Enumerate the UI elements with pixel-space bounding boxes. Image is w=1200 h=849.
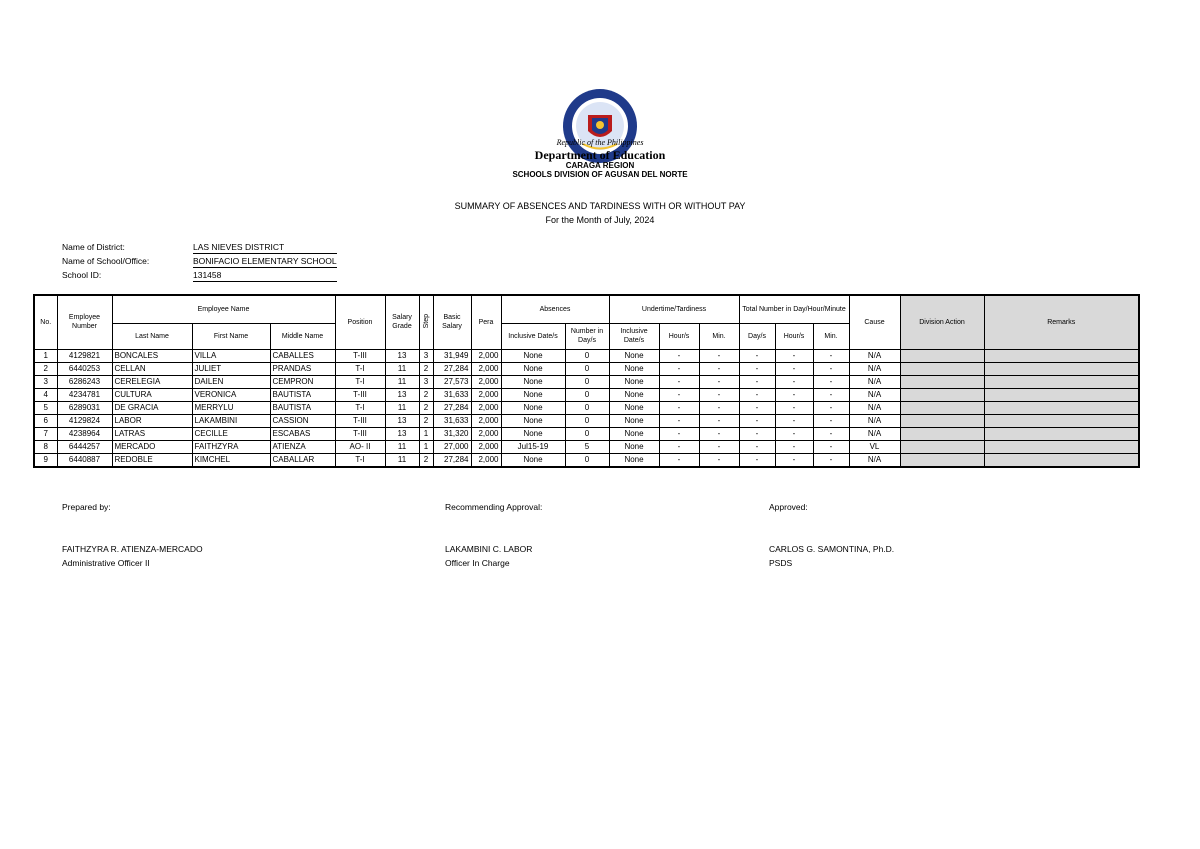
cell-remarks xyxy=(984,388,1139,401)
cell-middle: CASSION xyxy=(270,414,335,427)
cell-ut_h: - xyxy=(659,362,699,375)
recommending-label: Recommending Approval: xyxy=(445,502,543,512)
cell-remarks xyxy=(984,401,1139,414)
cell-ut_m: - xyxy=(699,427,739,440)
cell-step: 2 xyxy=(419,362,433,375)
report-title: SUMMARY OF ABSENCES AND TARDINESS WITH OR WITHOUT PAY xyxy=(454,201,746,211)
cell-incl: Jul15-19 xyxy=(501,440,565,453)
cell-division-action xyxy=(900,375,984,388)
cell-ut_m: - xyxy=(699,440,739,453)
cell-middle: CABALLAR xyxy=(270,453,335,467)
cell-ut_incl: None xyxy=(609,362,659,375)
col-ut-min: Min. xyxy=(699,323,739,349)
col-basic-salary: Basic Salary xyxy=(433,295,471,349)
cell-incl: None xyxy=(501,453,565,467)
cell-step: 1 xyxy=(419,427,433,440)
department-name: Department of Education xyxy=(534,148,666,162)
cell-pera: 2,000 xyxy=(471,349,501,362)
cell-num: 5 xyxy=(565,440,609,453)
cell-incl: None xyxy=(501,349,565,362)
division-name: SCHOOLS DIVISION OF AGUSAN DEL NORTE xyxy=(512,170,688,179)
cell-last: REDOBLE xyxy=(112,453,192,467)
cell-num: 0 xyxy=(565,414,609,427)
cell-no: 8 xyxy=(34,440,57,453)
table-row xyxy=(34,362,1139,375)
cell-t_d: - xyxy=(739,453,775,467)
approved-label: Approved: xyxy=(769,502,808,512)
cell-middle: CEMPRON xyxy=(270,375,335,388)
col-last-name: Last Name xyxy=(112,323,192,349)
cell-ut_h: - xyxy=(659,453,699,467)
cell-division-action xyxy=(900,362,984,375)
cell-division-action xyxy=(900,401,984,414)
cell-t_h: - xyxy=(775,427,813,440)
cell-middle: ESCABAS xyxy=(270,427,335,440)
cell-ut_incl: None xyxy=(609,414,659,427)
cell-salary: 31,949 xyxy=(433,349,471,362)
cell-pera: 2,000 xyxy=(471,362,501,375)
cell-cause: N/A xyxy=(849,388,900,401)
cell-cause: N/A xyxy=(849,375,900,388)
cell-sg: 13 xyxy=(385,349,419,362)
district-label: Name of District: xyxy=(62,242,125,252)
cell-salary: 27,284 xyxy=(433,401,471,414)
cell-step: 2 xyxy=(419,453,433,467)
cell-t_d: - xyxy=(739,401,775,414)
cell-num: 0 xyxy=(565,349,609,362)
cell-t_m: - xyxy=(813,401,849,414)
cell-emp: 4238964 xyxy=(57,427,112,440)
table-row xyxy=(34,453,1139,467)
school-id-value: 131458 xyxy=(193,270,337,282)
cell-ut_h: - xyxy=(659,440,699,453)
cell-ut_m: - xyxy=(699,401,739,414)
cell-t_h: - xyxy=(775,414,813,427)
table-row xyxy=(34,388,1139,401)
cell-t_h: - xyxy=(775,401,813,414)
cell-sg: 11 xyxy=(385,453,419,467)
cell-no: 2 xyxy=(34,362,57,375)
table-row xyxy=(34,401,1139,414)
cell-last: LABOR xyxy=(112,414,192,427)
cell-salary: 27,284 xyxy=(433,362,471,375)
absences-table xyxy=(33,294,1140,468)
col-ut-inclusive-dates: Inclusive Date/s xyxy=(609,323,659,349)
cell-no: 3 xyxy=(34,375,57,388)
cell-cause: N/A xyxy=(849,362,900,375)
cell-num: 0 xyxy=(565,401,609,414)
cell-num: 0 xyxy=(565,375,609,388)
col-division-action: Division Action xyxy=(900,295,984,349)
cell-ut_h: - xyxy=(659,414,699,427)
table-row xyxy=(34,349,1139,362)
col-step: Step xyxy=(422,313,430,328)
cell-t_h: - xyxy=(775,362,813,375)
cell-middle: ATIENZA xyxy=(270,440,335,453)
col-cause: Cause xyxy=(849,295,900,349)
cell-pos: T-I xyxy=(335,362,385,375)
cell-t_d: - xyxy=(739,375,775,388)
col-position: Position xyxy=(335,295,385,349)
cell-salary: 31,633 xyxy=(433,414,471,427)
table-row xyxy=(34,427,1139,440)
col-pera: Pera xyxy=(471,295,501,349)
cell-first: VERONICA xyxy=(192,388,270,401)
cell-last: CERELEGIA xyxy=(112,375,192,388)
cell-salary: 27,573 xyxy=(433,375,471,388)
cell-t_h: - xyxy=(775,349,813,362)
cell-t_m: - xyxy=(813,453,849,467)
cell-last: MERCADO xyxy=(112,440,192,453)
cell-no: 4 xyxy=(34,388,57,401)
cell-remarks xyxy=(984,375,1139,388)
recommending-name: LAKAMBINI C. LABOR xyxy=(445,544,533,554)
cell-emp: 6440253 xyxy=(57,362,112,375)
cell-t_d: - xyxy=(739,414,775,427)
cell-pera: 2,000 xyxy=(471,388,501,401)
cell-pos: T-III xyxy=(335,414,385,427)
prepared-name: FAITHZYRA R. ATIENZA-MERCADO xyxy=(62,544,203,554)
approved-title: PSDS xyxy=(769,558,793,568)
col-remarks: Remarks xyxy=(984,295,1139,349)
col-number-days: Number in Day/s xyxy=(565,323,609,349)
cell-step: 3 xyxy=(419,375,433,388)
cell-first: DAILEN xyxy=(192,375,270,388)
cell-sg: 11 xyxy=(385,375,419,388)
cell-ut_m: - xyxy=(699,414,739,427)
col-total-hours: Hour/s xyxy=(775,323,813,349)
cell-incl: None xyxy=(501,362,565,375)
cell-sg: 11 xyxy=(385,440,419,453)
cell-emp: 4234781 xyxy=(57,388,112,401)
cell-emp: 6440887 xyxy=(57,453,112,467)
cell-incl: None xyxy=(501,388,565,401)
table-row xyxy=(34,440,1139,453)
cell-ut_m: - xyxy=(699,375,739,388)
cell-last: CELLAN xyxy=(112,362,192,375)
cell-ut_incl: None xyxy=(609,401,659,414)
cell-first: CECILLE xyxy=(192,427,270,440)
cell-pos: T-III xyxy=(335,349,385,362)
cell-remarks xyxy=(984,362,1139,375)
cell-pos: T-I xyxy=(335,401,385,414)
cell-salary: 27,284 xyxy=(433,453,471,467)
cell-no: 5 xyxy=(34,401,57,414)
cell-t_m: - xyxy=(813,349,849,362)
cell-ut_incl: None xyxy=(609,427,659,440)
cell-first: JULIET xyxy=(192,362,270,375)
cell-division-action xyxy=(900,414,984,427)
cell-ut_h: - xyxy=(659,427,699,440)
cell-pos: T-I xyxy=(335,453,385,467)
cell-pera: 2,000 xyxy=(471,453,501,467)
table-row xyxy=(34,375,1139,388)
cell-t_h: - xyxy=(775,375,813,388)
cell-pos: T-III xyxy=(335,427,385,440)
cell-t_d: - xyxy=(739,388,775,401)
cell-t_m: - xyxy=(813,375,849,388)
cell-middle: PRANDAS xyxy=(270,362,335,375)
cell-ut_h: - xyxy=(659,349,699,362)
cell-division-action xyxy=(900,388,984,401)
cell-emp: 4129824 xyxy=(57,414,112,427)
col-first-name: First Name xyxy=(192,323,270,349)
cell-no: 9 xyxy=(34,453,57,467)
cell-remarks xyxy=(984,349,1139,362)
cell-salary: 27,000 xyxy=(433,440,471,453)
cell-no: 6 xyxy=(34,414,57,427)
cell-t_m: - xyxy=(813,440,849,453)
approved-name: CARLOS G. SAMONTINA, Ph.D. xyxy=(769,544,895,554)
col-middle-name: Middle Name xyxy=(270,323,335,349)
cell-sg: 13 xyxy=(385,388,419,401)
cell-cause: N/A xyxy=(849,349,900,362)
cell-sg: 11 xyxy=(385,401,419,414)
cell-incl: None xyxy=(501,414,565,427)
school-value: BONIFACIO ELEMENTARY SCHOOL xyxy=(193,256,337,266)
report-period: For the Month of July, 2024 xyxy=(545,215,655,225)
cell-cause: VL xyxy=(849,440,900,453)
cell-last: DE GRACIA xyxy=(112,401,192,414)
republic-text: Republic of the Philippines xyxy=(556,138,644,147)
cell-t_h: - xyxy=(775,388,813,401)
cell-emp: 4129821 xyxy=(57,349,112,362)
cell-salary: 31,320 xyxy=(433,427,471,440)
prepared-label: Prepared by: xyxy=(62,502,111,512)
cell-incl: None xyxy=(501,375,565,388)
col-employee-number: Employee Number xyxy=(57,295,112,349)
cell-remarks xyxy=(984,440,1139,453)
col-total: Total Number in Day/Hour/Minute xyxy=(739,295,849,323)
col-ut-hours: Hour/s xyxy=(659,323,699,349)
cell-cause: N/A xyxy=(849,427,900,440)
cell-first: VILLA xyxy=(192,349,270,362)
cell-pera: 2,000 xyxy=(471,414,501,427)
cell-num: 0 xyxy=(565,388,609,401)
cell-pera: 2,000 xyxy=(471,440,501,453)
cell-ut_h: - xyxy=(659,388,699,401)
school-id-label: School ID: xyxy=(62,270,102,280)
cell-pera: 2,000 xyxy=(471,427,501,440)
col-salary-grade: Salary Grade xyxy=(385,295,419,349)
cell-middle: BAUTISTA xyxy=(270,401,335,414)
cell-ut_incl: None xyxy=(609,440,659,453)
col-no: No. xyxy=(34,295,57,349)
cell-t_d: - xyxy=(739,362,775,375)
cell-pos: T-I xyxy=(335,375,385,388)
cell-cause: N/A xyxy=(849,414,900,427)
cell-ut_incl: None xyxy=(609,453,659,467)
cell-t_h: - xyxy=(775,453,813,467)
cell-first: FAITHZYRA xyxy=(192,440,270,453)
col-undertime: Undertime/Tardiness xyxy=(609,295,739,323)
cell-division-action xyxy=(900,349,984,362)
cell-pos: T-III xyxy=(335,388,385,401)
cell-incl: None xyxy=(501,427,565,440)
cell-ut_incl: None xyxy=(609,375,659,388)
cell-remarks xyxy=(984,453,1139,467)
cell-t_d: - xyxy=(739,440,775,453)
cell-pera: 2,000 xyxy=(471,401,501,414)
cell-t_m: - xyxy=(813,362,849,375)
cell-division-action xyxy=(900,440,984,453)
cell-step: 2 xyxy=(419,388,433,401)
cell-t_h: - xyxy=(775,440,813,453)
col-total-days: Day/s xyxy=(739,323,775,349)
cell-no: 1 xyxy=(34,349,57,362)
cell-sg: 11 xyxy=(385,362,419,375)
cell-emp: 6444257 xyxy=(57,440,112,453)
col-total-min: Min. xyxy=(813,323,849,349)
cell-remarks xyxy=(984,427,1139,440)
prepared-title: Administrative Officer II xyxy=(62,558,150,568)
region-name: CARAGA REGION xyxy=(565,161,635,170)
cell-emp: 6289031 xyxy=(57,401,112,414)
cell-num: 0 xyxy=(565,427,609,440)
district-value: LAS NIEVES DISTRICT xyxy=(193,242,337,254)
cell-first: LAKAMBINI xyxy=(192,414,270,427)
cell-cause: N/A xyxy=(849,401,900,414)
cell-t_m: - xyxy=(813,414,849,427)
cell-ut_m: - xyxy=(699,453,739,467)
cell-first: KIMCHEL xyxy=(192,453,270,467)
cell-cause: N/A xyxy=(849,453,900,467)
cell-t_d: - xyxy=(739,349,775,362)
cell-t_m: - xyxy=(813,427,849,440)
school-label: Name of School/Office: xyxy=(62,256,150,266)
cell-sg: 13 xyxy=(385,427,419,440)
cell-num: 0 xyxy=(565,453,609,467)
cell-pera: 2,000 xyxy=(471,375,501,388)
cell-middle: BAUTISTA xyxy=(270,388,335,401)
cell-ut_m: - xyxy=(699,349,739,362)
col-employee-name: Employee Name xyxy=(112,295,335,323)
cell-t_m: - xyxy=(813,388,849,401)
cell-ut_m: - xyxy=(699,388,739,401)
cell-step: 2 xyxy=(419,414,433,427)
cell-division-action xyxy=(900,453,984,467)
cell-first: MERRYLU xyxy=(192,401,270,414)
cell-middle: CABALLES xyxy=(270,349,335,362)
cell-ut_incl: None xyxy=(609,349,659,362)
cell-division-action xyxy=(900,427,984,440)
cell-ut_h: - xyxy=(659,375,699,388)
recommending-title: Officer In Charge xyxy=(445,558,510,568)
cell-step: 2 xyxy=(419,401,433,414)
cell-ut_incl: None xyxy=(609,388,659,401)
cell-salary: 31,633 xyxy=(433,388,471,401)
col-inclusive-dates: Inclusive Date/s xyxy=(501,323,565,349)
cell-pos: AO- II xyxy=(335,440,385,453)
cell-sg: 13 xyxy=(385,414,419,427)
cell-step: 3 xyxy=(419,349,433,362)
cell-emp: 6286243 xyxy=(57,375,112,388)
cell-no: 7 xyxy=(34,427,57,440)
cell-last: CULTURA xyxy=(112,388,192,401)
cell-ut_h: - xyxy=(659,401,699,414)
cell-num: 0 xyxy=(565,362,609,375)
cell-step: 1 xyxy=(419,440,433,453)
cell-ut_m: - xyxy=(699,362,739,375)
cell-remarks xyxy=(984,414,1139,427)
cell-t_d: - xyxy=(739,427,775,440)
cell-last: LATRAS xyxy=(112,427,192,440)
col-absences: Absences xyxy=(501,295,609,323)
cell-incl: None xyxy=(501,401,565,414)
table-row xyxy=(34,414,1139,427)
cell-last: BONCALES xyxy=(112,349,192,362)
